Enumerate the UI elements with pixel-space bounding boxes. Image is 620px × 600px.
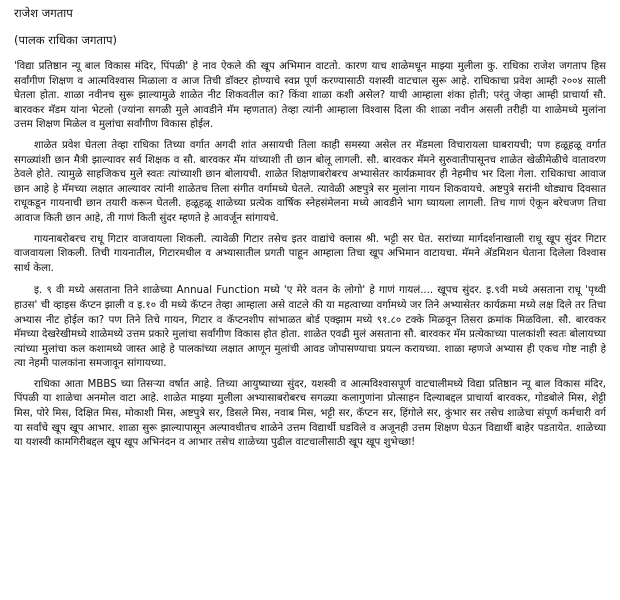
paragraph-4: इ. ९ वी मध्ये असताना तिने शाळेच्या Annual Function मध्ये 'ए मेरे वतन के लोगो' हे गाणं गायलं.... खूपच सुंदर. इ.९वी मध्ये असताना राधू 'पृथ्वी हाउस' ची व्हाइस कॅप्टन झाली व इ.१० वी मध्ये कॅप्टन तेव्हा आम्हाला असे वाटले की या महत्वाच्या वर्गामध्ये जर तिने अभ्यासेतर कार्यक्रमा मध्ये लक्ष दिले तर तिचा अभ्यास नीट होईल का? पण तिने तिचे गायन, गिटार व कॅप्टनशीप सांभाळत बोर्ड एक्झाम मध्ये ९१.८० टक्के मिळवून तिसरा क्रमांक मिळविला. सौ. बारवकर मॅमच्या देखरेखीमध्ये शाळेमध्ये उत्तम प्रकारे मुलांचा सर्वांगीण विकास होत होता. शाळेत एवढी मुलं असताना सौ. बारवकर मॅम प्रत्येकाच्या पालकांशी स्वतः बोलायच्या त्यांच्या मुलांचा कल कशामध्ये जास्त आहे हे पालकांच्या लक्षात आणून मुलांची आवड जोपासण्याचा प्रयत्न करायच्या. शाळा म्हणजे अभ्यास ही एकच गोष्ट नाही हे त्या नेहमी पालकांना समजावून सांगायच्या.: [14, 285, 606, 370]
guardian-name: (पालक राधिका जगताप): [14, 33, 118, 47]
paragraph-5: राधिका आता MBBS च्या तिसऱ्या वर्षात आहे. तिच्या आयुष्याच्या सुंदर, यशस्वी व आत्मविश्वासपूर्ण वाटचालीमध्ये विद्या प्रतिष्ठान न्यू बाल विकास मंदिर, पिंपळी या शाळेचा अनमोल वाटा आहे. शाळेत माझ्या मुलीला अभ्यासाबरोबरच सगळ्या कलागुणांना प्रोत्साहन दिल्याबद्दल प्राचार्या बारवकर, गोडबोले मिस, शेट्टी मिस, पोरे मिस, दिक्षित मिस, मोकाशी मिस, अष्टपुत्रे सर, डिसले मिस, नवाब मिस, भट्टी सर, कॅप्टन सर, हिंगोले सर, कुंभार सर तसेच शाळेचा संपूर्ण कर्मचारी वर्ग या सर्वांचे खूप खूप आभार. शाळा सुरू झाल्यापासून अल्पावधीतच शाळेने उत्तम विद्यार्थी घडविले व अजूनही उत्तम शिक्षण घेऊन विद्यार्थी बाहेर पडतायेत. शाळेच्या या यशस्वी कामगिरीबद्दल खूप खूप अभिनंदन व आभार तसेच शाळेच्या पुढील वाटचालीसाठी खूप खूप शुभेच्छा!: [14, 378, 606, 449]
paragraph-2: शाळेत प्रवेश घेतला तेव्हा राधिका तिच्या वर्गात अगदी शांत असायची तिला काही समस्या असेल तर मॅडमला विचारायला घाबरायची; पण हळूहळू वर्गात सगळ्यांशी छान मैत्री झाल्यावर सर्व शिक्षक व सौ. बारवकर मॅम यांच्याशी ती छान बोलू लागली. सौ. बारवकर मॅमने सुरुवातीपासूनच शाळेत खेळीमेळीचे वातावरण ठेवले होते. त्यामुळे साहजिकच मुले स्वतः त्यांच्याशी छान बोलायची. शाळेत शिक्षणाबरोबरच अभ्यासेतर कार्यक्रमावर ही नेहमीच भर दिला गेला. राधिकाचा आवाज छान आहे हे मॅमच्या लक्षात आल्यावर त्यांनी शाळेतच तिला संगीत वर्गामध्ये घेतले. त्यावेळी अष्टपुत्रे सर मुलांना गायन शिकवायचे. अष्टपुत्रे सरांनी थोड्याच दिवसात राधूकडून गायनाची छान तयारी करून घेतली. हळूहळू शाळेच्या प्रत्येक वार्षिक स्नेहसंमेलना मध्ये आवडीने भाग घ्यायला लागली. तिच गाणं ऐकून बरेचजण तिचा आवाज किती छान आहे, ती गाणं किती सुंदर म्हणते हे आवर्जून सांगायचे.: [14, 139, 606, 224]
author-name: राजेश जगताप: [14, 6, 73, 20]
paragraph-1: 'विद्या प्रतिष्ठान न्यू बाल विकास मंदिर, पिंपळी' हे नाव ऐकले की खूप अभिमान वाटतो. कारण याच शाळेमधून माझ्या मुलीला कु. राधिका राजेश जगताप हिस सर्वांगीण शिक्षण व आत्मविश्वास मिळाला व आज तिची डॉक्टर होण्याचे स्वप्न पूर्ण करण्यासाठी यशस्वी वाटचाल सुरू आहे. राधिकाचा प्रवेश आम्ही २००४ साली घेतला होता. शाळा नवीनच सुरू झाल्यामुळे शाळेत नीट शिकवतील का? किंवा शाळा कशी असेल? याची आम्हाला शंका होती; परंतु जेव्हा आम्ही प्राचार्या सौ. बारवकर मॅडम यांना भेटलो (ज्यांना सगळी मुले आवडीने मॅम म्हणतात) तेव्हा त्यांनी आम्हाला विश्वास दिला की शाळा नवीन असली तरीही या शाळेमध्ये मुलांना उत्तम शिक्षण मिळेल व मुलांचा सर्वांगीण विकास होईल.: [14, 61, 606, 131]
paragraph-3: गायनाबरोबरच राधू गिटार वाजवायला शिकली. त्यावेळी गिटार तसेच इतर वाद्यांचे क्लास श्री. भट्टी सर घेत. सरांच्या मार्गदर्शनाखाली राधू खूप सुंदर गिटार वाजवायला शिकली. तिची गायनातील, गिटारमधील व अभ्यासातील प्रगती पाहून आम्हाला तिचा खूप अभिमान वाटायचा. मॅमने ॲडमिशन घेताना दिलेला विश्वास सार्थ केला.: [14, 233, 606, 274]
